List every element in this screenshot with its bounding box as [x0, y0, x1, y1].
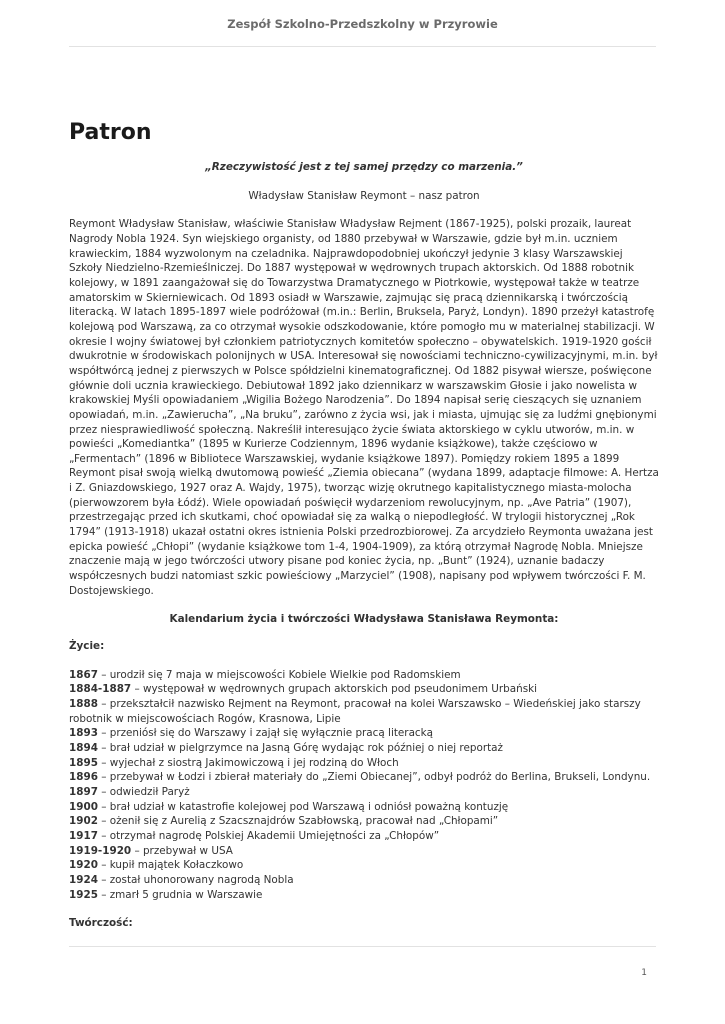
timeline-year: 1894 — [69, 741, 98, 754]
timeline-year: 1893 — [69, 727, 98, 740]
page-title: Patron — [69, 120, 152, 145]
timeline-text: – występował w wędrownych grupach aktorskich pod pseudonimem Urbański — [131, 683, 538, 696]
timeline-entry — [69, 668, 659, 683]
timeline-entry — [69, 844, 659, 859]
header-divider — [69, 46, 656, 47]
timeline-entry — [69, 756, 659, 771]
timeline-entry — [69, 682, 659, 697]
article-subtitle: Władysław Stanisław Reymont – nasz patron — [248, 189, 480, 202]
timeline-entry — [69, 800, 659, 815]
timeline-text: – odwiedził Paryż — [97, 785, 190, 798]
works-section-label: Twórczość: — [69, 917, 133, 930]
life-section-label: Życie: — [69, 640, 105, 653]
life-timeline — [69, 668, 659, 903]
timeline-year: 1896 — [69, 771, 98, 784]
footer-divider — [69, 946, 656, 947]
timeline-year: 1917 — [69, 829, 98, 842]
article-body — [69, 160, 659, 945]
timeline-year: 1897 — [69, 785, 98, 798]
timeline-year: 1919-1920 — [69, 844, 132, 857]
timeline-year: 1884-1887 — [69, 683, 132, 696]
timeline-text: – przekształcił nazwisko Rejment na Reymont, pracował na kolei Warszawsko – Wiedeńskiej jako starszy robotnik w miejscowościach Rogów, Krasnowa, Lipie — [69, 698, 641, 725]
page-number: 1 — [641, 968, 647, 978]
timeline-year: 1867 — [69, 668, 98, 681]
timeline-year: 1888 — [69, 698, 98, 710]
timeline-entry — [69, 726, 659, 741]
timeline-entry — [69, 858, 659, 873]
motto-quote: „Rzeczywistość jest z tej samej przędzy co marzenia.” — [205, 161, 523, 173]
timeline-year: 1900 — [69, 800, 98, 813]
timeline-text: – brał udział w pielgrzymce na Jasną Górę wydając rok później o niej reportaż — [97, 741, 503, 754]
timeline-text: – brał udział w katastrofie kolejowej pod Warszawą i odniósł poważną kontuzję — [97, 800, 509, 813]
timeline-text: – został uhonorowany nagrodą Nobla — [97, 873, 294, 886]
timeline-year: 1920 — [69, 859, 98, 872]
timeline-entry — [69, 770, 659, 785]
timeline-text: – przebywał w Łodzi i zbierał materiały do „Ziemi Obiecanej”, odbył podróż do Berlina, Brukseli, Londynu. — [97, 771, 651, 784]
timeline-entry — [69, 873, 659, 888]
timeline-entry — [69, 741, 659, 756]
timeline-text: – ożenił się z Aurelią z Szacsznajdrów Szabłowską, pracował nad „Chłopami” — [97, 815, 499, 828]
biography-paragraph: Reymont Władysław Stanisław, właściwie Stanisław Władysław Rejment (1867-1925), polski prozaik, laureat Nagrody Nobla 1924. Syn wiejskiego organisty, od 1880 przebywał w Warszawie, gdzie był m.in. uczniem krawieckim, 1884 wyzwolonym na czeladnika. Najprawdopodobniej ukończył jedynie 3 klasy Warszawskiej Szkoły Niedzielno-Rzemieślniczej. Do 1887 występował w wędrownych trupach aktorskich. Od 1888 robotnik kolejowy, w 1891 zaangażował się do Towarzystwa Dramatycznego w Piotrkowie, występował także w teatrze amatorskim w Skierniewicach. Od 1893 osiadł w Warszawie, zajmując się pracą dziennikarską i twórczością literacką. W latach 1895-1897 wiele podróżował (m.in.: Berlin, Bruksela, Paryż, Londyn). 1890 przeżył katastrofę kolejową pod Warszawą, za co otrzymał wysokie odszkodowanie, które pomogło mu w materialnej stabilizacji. W okresie I wojny światowej był członkiem patriotycznych komitetów społeczno – obywatelskich. 1919-1920 gościł dwukrotnie w środowiskach polonijnych w USA. Interesował się nowościami techniczno-cywilizacyjnymi, m.in. był współtwórcą jednej z pierwszych w Polsce spółdzielni kinematograficznej. Od 1882 pisywał wiersze, poświęcone głównie doli ucznia krawieckiego. Debiutował 1892 jako dziennikarz w warszawskim Głosie i jako nowelista w krakowskiej Myśli opowiadaniem „Wigilia Bożego Narodzenia”. Do 1894 napisał serię cieszących się uznaniem opowiadań, m.in. „Zawierucha”, „Na bruku”, zarówno z życia wsi, jak i miasta, ujmując się za ludźmi gnębionymi przez niesprawiedliwość społeczną. Nakreślił interesująco życie świata aktorskiego w cyklu utworów, m.in. w powieści „Komediantka” (1895 w Kurierze Codziennym, 1896 wydanie książkowe), także częściowo w „Fermentach” (1896 w Bibliotece Warszawskiej, wydanie książkowe 1897). Pomiędzy rokiem 1895 a 1899 Reymont pisał swoją wielką dwutomową powieść „Ziemia obiecana” (wydana 1899, adaptacje filmowe: A. Hertza i Z. Gniazdowskiego, 1927 oraz A. Wajdy, 1975), tworząc wizję okrutnego kapitalistycznego miasta-molocha (pierwowzorem była Łódź). Wiele opowiadań poświęcił wydarzeniom rewolucyjnym, np. „Ave Patria” (1907), przestrzegając przed ich skutkami, choć opowiadał się za walką o niepodległość. W trylogii historycznej „Rok 1794” (1913-1918) ukazał ostatni okres istnienia Polski przedrozbiorowej. Za arcydzieło Reymonta uważana jest epicka powieść „Chłopi” (wydanie książkowe tom 1-4, 1904-1909), za którą otrzymał Nagrodę Nobla. Mniejsze znaczenie mają w jego twórczości utwory pisane pod koniec życia, np. „Bunt” (1924), uznanie badaczy współczesnych budzi natomiast szkic powieściowy „Marzyciel” (1908), napisany pod wpływem twórczości F. M. Dostojewskiego. — [69, 218, 659, 597]
timeline-entry — [69, 888, 659, 903]
timeline-entry — [69, 829, 659, 844]
timeline-entry — [69, 785, 659, 800]
timeline-text: – urodził się 7 maja w miejscowości Kobiele Wielkie pod Radomskiem — [97, 668, 461, 681]
timeline-text: – przeniósł się do Warszawy i zajął się wyłącznie pracą literacką — [97, 727, 434, 740]
calendar-heading: Kalendarium życia i twórczości Władysława Stanisława Reymonta: — [169, 613, 559, 626]
timeline-text: – wyjechał z siostrą Jakimowiczową i jej rodziną do Włoch — [97, 756, 399, 769]
timeline-year: 1924 — [69, 873, 98, 886]
timeline-text: – zmarł 5 grudnia w Warszawie — [97, 888, 263, 901]
timeline-year: 1895 — [69, 756, 98, 769]
timeline-year: 1925 — [69, 888, 98, 901]
timeline-entry — [69, 697, 659, 726]
timeline-text: – kupił majątek Kołaczkowo — [97, 859, 244, 872]
timeline-year: 1902 — [69, 815, 98, 828]
timeline-text: – przebywał w USA — [131, 844, 233, 857]
timeline-text: – otrzymał nagrodę Polskiej Akademii Umiejętności za „Chłopów” — [97, 829, 440, 842]
timeline-entry — [69, 814, 659, 829]
site-header-title: Zespół Szkolno-Przedszkolny w Przyrowie — [227, 17, 498, 31]
